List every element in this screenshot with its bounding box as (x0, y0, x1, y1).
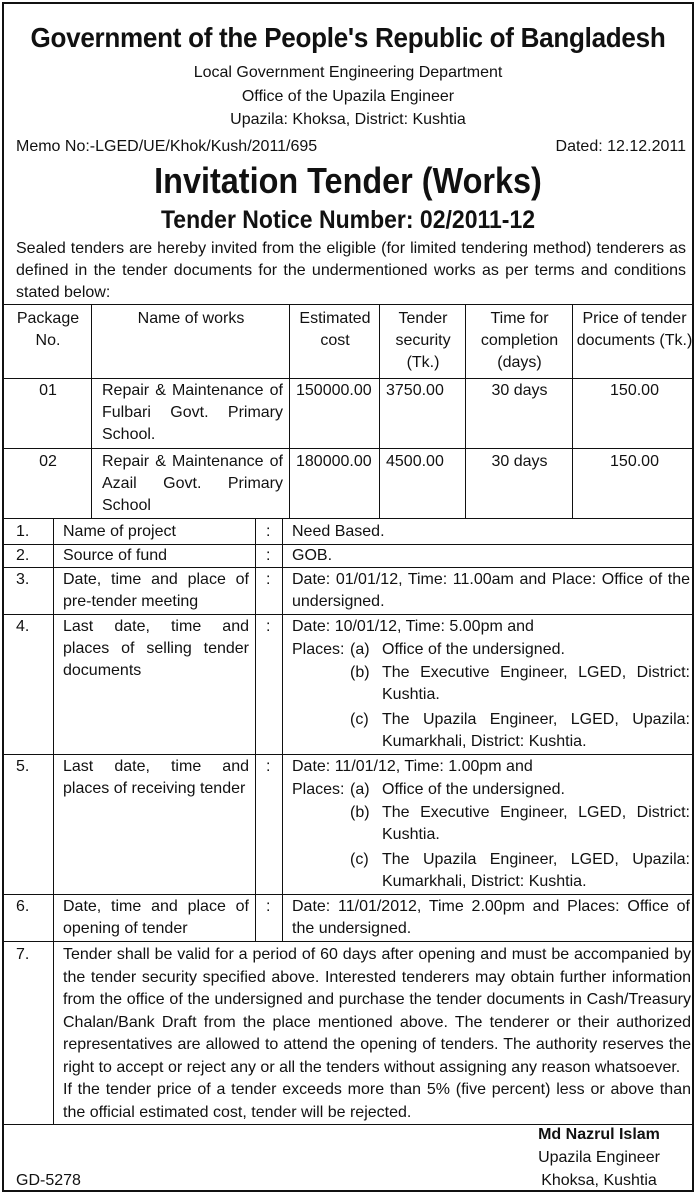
table-rule (465, 304, 466, 518)
detail-4-places-label: Places: (292, 641, 345, 658)
detail-2-value: GOB. (292, 547, 333, 564)
memo-number: Memo No:-LGED/UE/Khok/Kush/2011/695 (16, 138, 318, 155)
row2-time: 30 days (491, 453, 548, 470)
table-rule (4, 894, 692, 895)
table-rule (4, 448, 692, 449)
table-rule (289, 304, 290, 518)
detail-4-colon: : (266, 618, 271, 635)
detail-5-places-label: Places: (292, 781, 345, 798)
table-rule (4, 941, 692, 942)
table-rule (282, 518, 283, 941)
row2-cost: 180000.00 (296, 453, 372, 470)
table-rule (379, 304, 380, 518)
row2-price: 150.00 (610, 453, 659, 470)
detail-5-mark-c: (c) (350, 851, 369, 868)
detail-6-no: 6. (16, 898, 30, 915)
detail-3-no: 3. (16, 571, 30, 588)
row2-security: 4500.00 (386, 453, 444, 470)
header-price: Price of tender documents (Tk.) (576, 310, 693, 349)
row1-time: 30 days (491, 382, 548, 399)
intro-paragraph: Sealed tenders are hereby invited from the eligible (for limited tendering method) tenderers as defined in the tender documents for the undermentioned works as per terms and conditions stated below: (16, 240, 686, 301)
location-line: Upazila: Khoksa, District: Kushtia (230, 111, 466, 128)
detail-5-place-b: The Executive Engineer, LGED, District: Kushtia. (382, 804, 690, 843)
header-name: Name of works (137, 310, 245, 327)
detail-5-mark-b: (b) (350, 804, 370, 821)
detail-5-colon: : (266, 758, 271, 775)
detail-2-label: Source of fund (63, 547, 168, 564)
header-cost: Estimated cost (299, 310, 371, 349)
page-title: Invitation Tender (Works) (154, 160, 542, 201)
table-rule (4, 754, 692, 755)
notice-number: Tender Notice Number: 02/2011-12 (160, 206, 536, 234)
government-heading: Government of the People's Republic of Bangladesh (30, 22, 666, 53)
office-line: Office of the Upazila Engineer (241, 88, 455, 105)
detail-5-label: Last date, time and places of receiving tender (63, 758, 249, 797)
table-rule (53, 518, 54, 1124)
detail-4-mark-c: (c) (350, 711, 369, 728)
detail-5-date: Date: 11/01/12, Time: 1.00pm and (292, 758, 533, 775)
detail-7-text: Tender shall be valid for a period of 60 days after opening and must be accompanied by the tender security specified above. Interested tenderers may obtain further information from the office of the undersigned and purchase the tender documents in Cash/Treasury Chalan/Bank Draft from the place mentioned above. The tenderer or their authorized representatives are allowed to attend the opening of tenders. The authority reserves the right to accept or reject any or all the tenders without assigning any reason whatsoever. (63, 946, 691, 1076)
row1-price: 150.00 (610, 382, 659, 399)
detail-6-colon: : (266, 898, 271, 915)
row1-security: 3750.00 (386, 382, 444, 399)
detail-6-label: Date, time and place of opening of tender (63, 898, 249, 937)
department-line: Local Government Engineering Department (193, 64, 503, 81)
detail-1-value: Need Based. (292, 523, 385, 540)
row2-package: 02 (39, 453, 57, 470)
detail-3-colon: : (266, 571, 271, 588)
detail-1-label: Name of project (63, 523, 176, 540)
date: Dated: 12.12.2011 (555, 138, 686, 155)
detail-7-text-rejection: If the tender price of a tender exceeds more than 5% (five percent) less or above than the official estimated cost, tender will be rejected. (63, 1081, 691, 1121)
detail-5-no: 5. (16, 758, 30, 775)
table-rule (4, 518, 692, 519)
header-security: Tender security (Tk.) (395, 310, 451, 371)
signatory-designation: Upazila Engineer (538, 1149, 660, 1166)
table-rule (4, 614, 692, 615)
row2-name: Repair & Maintenance of Azail Govt. Primary School (102, 453, 283, 514)
row1-package: 01 (39, 382, 57, 399)
detail-4-date: Date: 10/01/12, Time: 5.00pm and (292, 618, 534, 635)
table-rule (4, 304, 692, 305)
row1-cost: 150000.00 (296, 382, 372, 399)
table-rule (91, 304, 92, 518)
detail-3-value: Date: 01/01/12, Time: 11.00am and Place: Office of the undersigned. (292, 571, 690, 610)
footer-code: GD-5278 (16, 1172, 81, 1189)
detail-4-no: 4. (16, 618, 30, 635)
header-time: Time for completion (days) (480, 310, 559, 371)
detail-1-colon: : (266, 523, 271, 540)
detail-1-no: 1. (16, 523, 30, 540)
detail-7-no: 7. (16, 946, 30, 963)
signatory-place: Khoksa, Kushtia (541, 1172, 657, 1189)
detail-3-label: Date, time and place of pre-tender meeting (63, 571, 249, 610)
detail-2-no: 2. (16, 547, 30, 564)
header-package: Package No. (16, 310, 80, 349)
signatory-name: Md Nazrul Islam (538, 1126, 660, 1143)
tender-notice (2, 2, 694, 1192)
table-rule (255, 518, 256, 941)
detail-5-mark-a: (a) (350, 781, 370, 798)
table-rule (4, 567, 692, 568)
detail-2-colon: : (266, 547, 271, 564)
detail-4-place-a: Office of the undersigned. (382, 641, 565, 658)
detail-4-place-b: The Executive Engineer, LGED, District: Kushtia. (382, 664, 690, 703)
detail-5-place-a: Office of the undersigned. (382, 781, 565, 798)
detail-4-mark-b: (b) (350, 664, 370, 681)
detail-4-mark-a: (a) (350, 641, 370, 658)
detail-6-value: Date: 11/01/2012, Time 2.00pm and Places: Office of the undersigned. (292, 898, 690, 937)
detail-4-place-c: The Upazila Engineer, LGED, Upazila: Kumarkhali, District: Kushtia. (382, 711, 690, 750)
detail-4-label: Last date, time and places of selling tender documents (63, 618, 249, 679)
table-rule (4, 378, 692, 379)
table-rule (572, 304, 573, 518)
row1-name: Repair & Maintenance of Fulbari Govt. Primary School. (102, 382, 283, 443)
detail-5-place-c: The Upazila Engineer, LGED, Upazila: Kumarkhali, District: Kushtia. (382, 851, 690, 890)
